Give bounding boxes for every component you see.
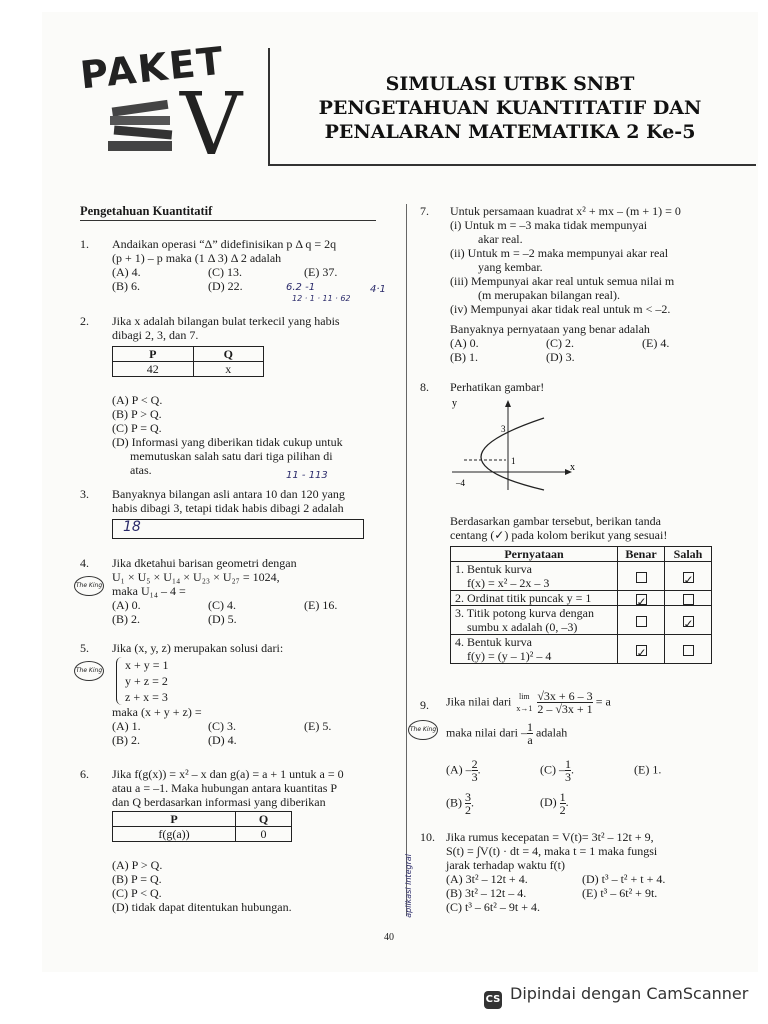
logo-numeral: V: [180, 75, 243, 175]
question-2: 2. Jika x adalah bilangan bulat terkecil yang habis dibagi 2, 3, dan 7. P Q 42 x (A) P < Q. (B) P > Q. (C) P = Q. (D) Informasi yang diberikan tidak cukup untuk memutuskan salah satu dari tiga pilihan di atas.: [80, 314, 390, 477]
option-a[interactable]: (A) P < Q.: [112, 393, 163, 407]
table-row: 2. Ordinat titik puncak y = 1 ✓: [451, 591, 712, 606]
camscanner-watermark: CS Dipindai dengan CamScanner: [484, 984, 748, 1009]
option-d[interactable]: (D) t³ – t² + t + 4.: [582, 872, 666, 886]
handwriting-note: 6.2 -1: [286, 282, 316, 293]
option-c[interactable]: (C) 3.: [208, 719, 236, 733]
the-king-stamp: The King: [408, 718, 438, 740]
title-line-1: SIMULASI UTBK SNBT: [385, 73, 635, 95]
option-a[interactable]: (A) 3t² – 12t + 4.: [446, 872, 528, 886]
question-8: 8. Perhatikan gambar!: [420, 380, 545, 394]
option-e[interactable]: (E) 16.: [304, 598, 338, 612]
option-b[interactable]: (B) $\frac{3}{2}$ .: [446, 790, 474, 817]
question-6: 6. Jika f(g(x)) = x² – x dan g(a) = a + 1 untuk a = 0 atau a = –1. Maka hubungan antara kuantitas P dan Q berdasarkan informasi yang diberikan P Q f(g(a)) 0 (A) P > Q. (B) P = Q. (C) P < Q. (D) tidak dapat ditentukan hubungan.: [80, 767, 400, 914]
option-c[interactable]: (C) – $\frac{1}{3}$ .: [540, 757, 574, 784]
option-d[interactable]: (D) 5.: [208, 612, 237, 626]
y-axis-label: y: [452, 398, 457, 409]
question-10: 10. Jika rumus kecepatan = V(t)= 3t² – 12t + 9, S(t) = ∫V(t) · dt = 4, maka t = 1 maka fungsi jarak terhadap waktu f(t) (A) 3t² – 12t + 4. (D) t³ – t² + t + 4. (B) 3t² – 12t – 4. (E) t³ – 6t² + 9t. (C) t³ – 6t² – 9t + 4.: [420, 830, 740, 914]
table-row: 1. Bentuk kurva f(x) = x² – 2x – 3 ✓: [451, 562, 712, 591]
option-e[interactable]: (E) 4.: [642, 336, 670, 350]
section-heading: Pengetahuan Kuantitatif: [80, 204, 213, 218]
question-7: 7. Untuk persamaan kuadrat x² + mx – (m + 1) = 0 (i) Untuk m = –3 maka tidak mempunyai akar real. (ii) Untuk m = –2 maka mempunyai akar real yang kembar. (iii) Mempunyai akar real untuk semua nilai m (m merupakan bilangan real). (iv) Mempunyai akar tidak real untuk m < –2. Banyaknya pernyataan yang benar adalah (A) 0. (C) 2. (E) 4. (B) 1. (D) 3.: [420, 204, 681, 364]
handwriting-note: aplikasi integral: [404, 854, 413, 918]
parabola-graph: [448, 398, 578, 494]
checkbox-salah-2[interactable]: [683, 594, 694, 605]
option-a[interactable]: (A) 4.: [112, 265, 141, 279]
checkbox-salah-3[interactable]: ✓: [683, 616, 694, 631]
answer-box[interactable]: 18: [112, 519, 364, 539]
option-b[interactable]: (B) P = Q.: [112, 872, 162, 886]
parabola-curve: [481, 418, 544, 490]
option-e[interactable]: (E) 5.: [304, 719, 332, 733]
option-e[interactable]: (E) 1.: [634, 762, 662, 777]
checkbox-benar-2[interactable]: ✓: [636, 594, 647, 609]
the-king-stamp: The King: [74, 659, 104, 681]
comparison-table: P Q 42 x: [112, 346, 264, 377]
tick-3: 3: [501, 424, 506, 434]
question-1: 1. Andaikan operasi “Δ” didefinisikan p Δ q = 2q (p + 1) – p maka (1 Δ 3) Δ 2 adalah (A) 4. (C) 13. (E) 37. (B) 6. (D) 22.: [80, 237, 338, 293]
section-rule: [80, 220, 376, 221]
equation-system: x + y = 1 y + z = 2 z + x = 3: [116, 657, 390, 705]
checkbox-salah-1[interactable]: ✓: [683, 572, 694, 587]
option-d[interactable]: (D) 4.: [208, 733, 237, 747]
option-a[interactable]: (A) 0.: [112, 598, 141, 612]
handwriting-note: 12 · 1 · 11 · 62: [292, 294, 351, 303]
column-divider: [406, 204, 407, 916]
header-divider-vertical: [268, 48, 270, 164]
option-a[interactable]: (A) 0.: [450, 336, 479, 350]
question-4: 4. Jika dketahui barisan geometri dengan U₁ × U₅ × U₁₄ × U₂₃ × U₂₇ = 1024, maka U₁₄ – 4 = (A) 0. (C) 4. (E) 16. (B) 2. (D) 5.: [80, 556, 338, 626]
checkbox-benar-4[interactable]: ✓: [636, 645, 647, 660]
option-d[interactable]: (D) Informasi yang diberikan tidak cukup untuk: [112, 435, 343, 449]
option-b[interactable]: (B) 6.: [112, 279, 140, 293]
option-a[interactable]: (A) 1.: [112, 719, 141, 733]
option-d[interactable]: (D) tidak dapat ditentukan hubungan.: [112, 900, 292, 914]
option-d[interactable]: (D) 3.: [546, 350, 575, 364]
camscanner-icon: CS: [484, 991, 502, 1009]
comparison-table: P Q f(g(a)) 0: [112, 811, 292, 842]
checkbox-salah-4[interactable]: [683, 645, 694, 656]
question-5: 5. Jika (x, y, z) merupakan solusi dari: x + y = 1 y + z = 2 z + x = 3 maka (x + y + z) = (A) 1. (C) 3. (E) 5. (B) 2. (D) 4.: [80, 641, 390, 747]
option-c[interactable]: (C) P = Q.: [112, 421, 162, 435]
table-row: 4. Bentuk kurva f(y) = (y – 1)² – 4 ✓: [451, 635, 712, 664]
option-c[interactable]: (C) 4.: [208, 598, 236, 612]
tick-minus-4: –4: [456, 478, 465, 488]
table-row: 3. Titik potong kurva dengan sumbu x adalah (0, –3) ✓: [451, 606, 712, 635]
question-9: 9. Jika nilai dari lim x→1 $\frac{√3x + 6 - 3}{2 - √3x + 1}$ = a maka nilai dari – $\frac{1}{a}$ adalah (A) – $\frac{2}{3}$ . (C) – $\frac{1}{3}$ . (E) 1. (B) $\frac{3}{2}$ . (D) $\frac{1}{2}$ .: [420, 689, 662, 817]
logo-paket: PAKET: [78, 38, 228, 98]
books-icon: [108, 98, 178, 154]
checkbox-benar-3[interactable]: [636, 616, 647, 627]
option-e[interactable]: (E) 37.: [304, 265, 338, 279]
option-b[interactable]: (B) P > Q.: [112, 407, 162, 421]
question-3: 3. Banyaknya bilangan asli antara 10 dan 120 yang habis dibagi 3, tetapi tidak habis dibagi 2 adalah 18: [80, 487, 390, 539]
option-b[interactable]: (B) 2.: [112, 612, 140, 626]
option-d[interactable]: (D) $\frac{1}{2}$ .: [540, 790, 569, 817]
option-b[interactable]: (B) 2.: [112, 733, 140, 747]
tick-1: 1: [511, 456, 516, 466]
handwriting-note: 4·1: [370, 284, 386, 295]
option-b[interactable]: (B) 1.: [450, 350, 478, 364]
option-c[interactable]: (C) 13.: [208, 265, 242, 279]
y-axis-arrow: [505, 400, 511, 407]
option-e[interactable]: (E) t³ – 6t² + 9t.: [582, 886, 658, 900]
handwriting-note: 11 - 113: [286, 470, 328, 481]
option-c[interactable]: (C) 2.: [546, 336, 574, 350]
statement-table: Pernyataan Benar Salah 1. Bentuk kurva f(x) = x² – 2x – 3 ✓ 2. Ordinat titik puncak y = 1 ✓ 3. Titik potong kurva dengan sumbu x adalah (0, –3) ✓ 4. Bentuk kurva f(y) = (y – 1)² – 4 ✓: [450, 546, 712, 664]
checkbox-benar-1[interactable]: [636, 572, 647, 583]
header-divider-horizontal: [268, 164, 756, 166]
title-line-3: PENALARAN MATEMATIKA 2 Ke-5: [324, 121, 696, 143]
x-axis-label: x: [570, 462, 575, 473]
page-number: 40: [384, 932, 394, 943]
option-a[interactable]: (A) – $\frac{2}{3}$ .: [446, 757, 481, 784]
option-c[interactable]: (C) P < Q.: [112, 886, 162, 900]
option-c[interactable]: (C) t³ – 6t² – 9t + 4.: [446, 900, 540, 914]
title-line-2: PENGETAHUAN KUANTITATIF DAN: [318, 97, 702, 119]
option-a[interactable]: (A) P > Q.: [112, 858, 163, 872]
option-d[interactable]: (D) 22.: [208, 279, 243, 293]
the-king-stamp: The King: [74, 574, 104, 596]
option-b[interactable]: (B) 3t² – 12t – 4.: [446, 886, 527, 900]
